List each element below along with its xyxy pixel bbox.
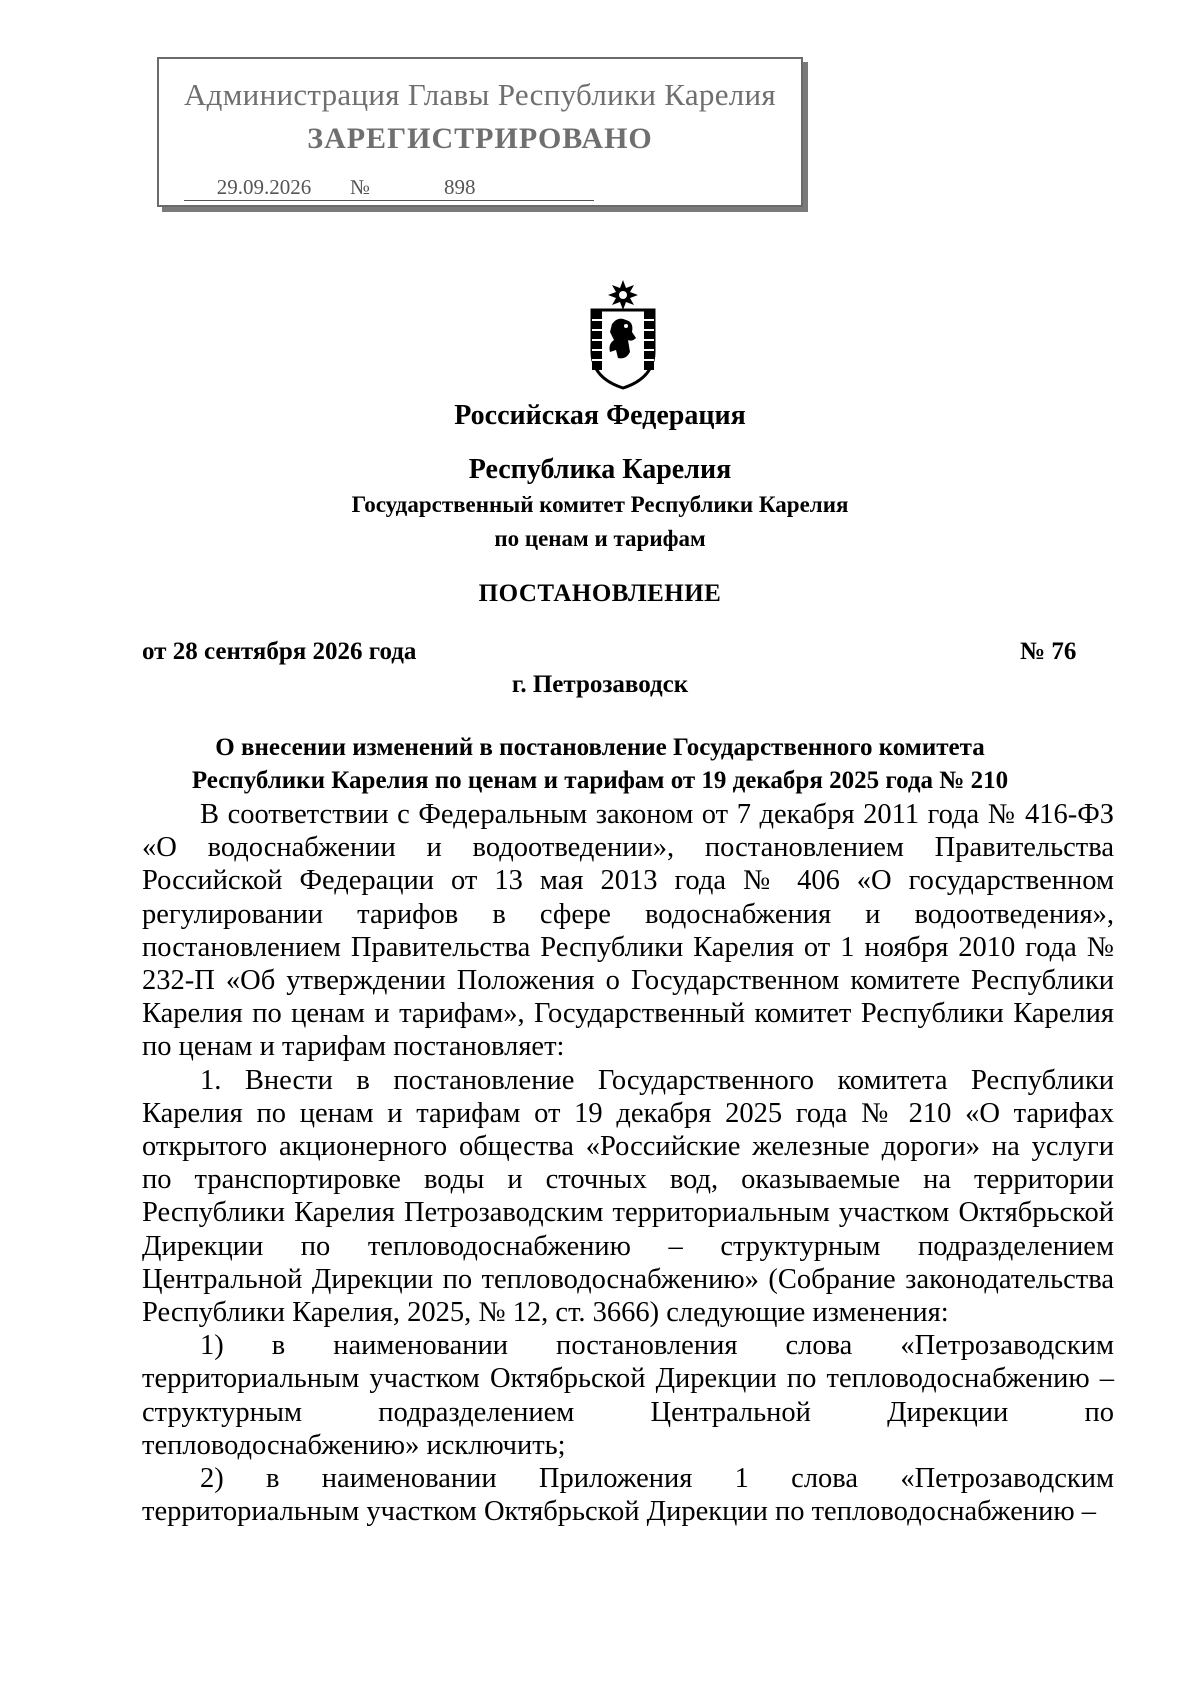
header-committee-line2: по ценам и тарифам <box>494 526 706 551</box>
header-committee-line1: Государственный комитет Республики Карелия <box>351 492 849 517</box>
stamp-number-sign: № <box>344 175 384 201</box>
document-body <box>142 798 1114 1528</box>
document-type: ПОСТАНОВЛЕНИЕ <box>478 580 722 607</box>
stamp-registration-line <box>184 175 594 201</box>
stamp-number: 898 <box>384 175 594 201</box>
header-federation: Российская Федерация <box>454 400 746 431</box>
stamp-registered-label: ЗАРЕГИСТРИРОВАНО <box>307 122 653 155</box>
document-title <box>130 731 1070 797</box>
document-number: № 76 <box>1020 638 1077 665</box>
body-paragraph-subitem-2: 2) в наименовании Приложения 1 слова «Петрозаводским территориальным участком Октябрьской Дирекции по тепловодоснабжению – <box>142 1463 1114 1528</box>
karelia-coat-of-arms-icon <box>582 280 664 390</box>
stamp-authority: Администрация Главы Республики Карелия <box>184 77 776 112</box>
document-title-line1: О внесении изменений в постановление Государственного комитета <box>215 734 985 761</box>
document-title-line2: Республики Карелия по ценам и тарифам от 19 декабря 2025 года № 210 <box>191 767 1009 794</box>
body-paragraph-item-1: 1. Внести в постановление Государственного комитета Республики Карелия по ценам и тарифам от 19 декабря 2025 года № 210 «О тарифах открытого акционерного общества «Российские железные дороги» на услуги по транспортировке воды и сточных вод, оказываемые на территории Республики Карелия Петрозаводским территориальным участком Октябрьской Дирекции по тепловодоснабжению – структурным подразделением Центральной Дирекции по тепловодоснабжению» (Собрание законодательства Республики Карелия, 2025, № 12, ст. 3666) следующие изменения: <box>142 1064 1114 1329</box>
body-paragraph-preamble: В соответствии с Федеральным законом от 7 декабря 2011 года № 416-ФЗ «О водоснабжении и водоотведении», постановлением Правительства Российской Федерации от 13 мая 2013 года № 406 «О государственном регулировании тарифов в сфере водоснабжения и водоотведения», постановлением Правительства Республики Карелия от 1 ноября 2010 года № 232-П «Об утверждении Положения о Государственном комитете Республики Карелия по ценам и тарифам», Государственный комитет Республики Карелия по ценам и тарифам постановляет: <box>142 799 1114 1063</box>
stamp-date: 29.09.2026 <box>184 175 344 201</box>
document-city: г. Петрозаводск <box>511 671 689 698</box>
registration-stamp <box>157 57 803 207</box>
body-paragraph-subitem-1: 1) в наименовании постановления слова «Петрозаводским территориальным участком Октябрьской Дирекции по тепловодоснабжению – структурным подразделением Центральной Дирекции по тепловодоснабжению» исключить; <box>142 1330 1114 1461</box>
header-republic: Республика Карелия <box>468 454 732 485</box>
document-date: от 28 сентября 2026 года <box>142 638 417 665</box>
